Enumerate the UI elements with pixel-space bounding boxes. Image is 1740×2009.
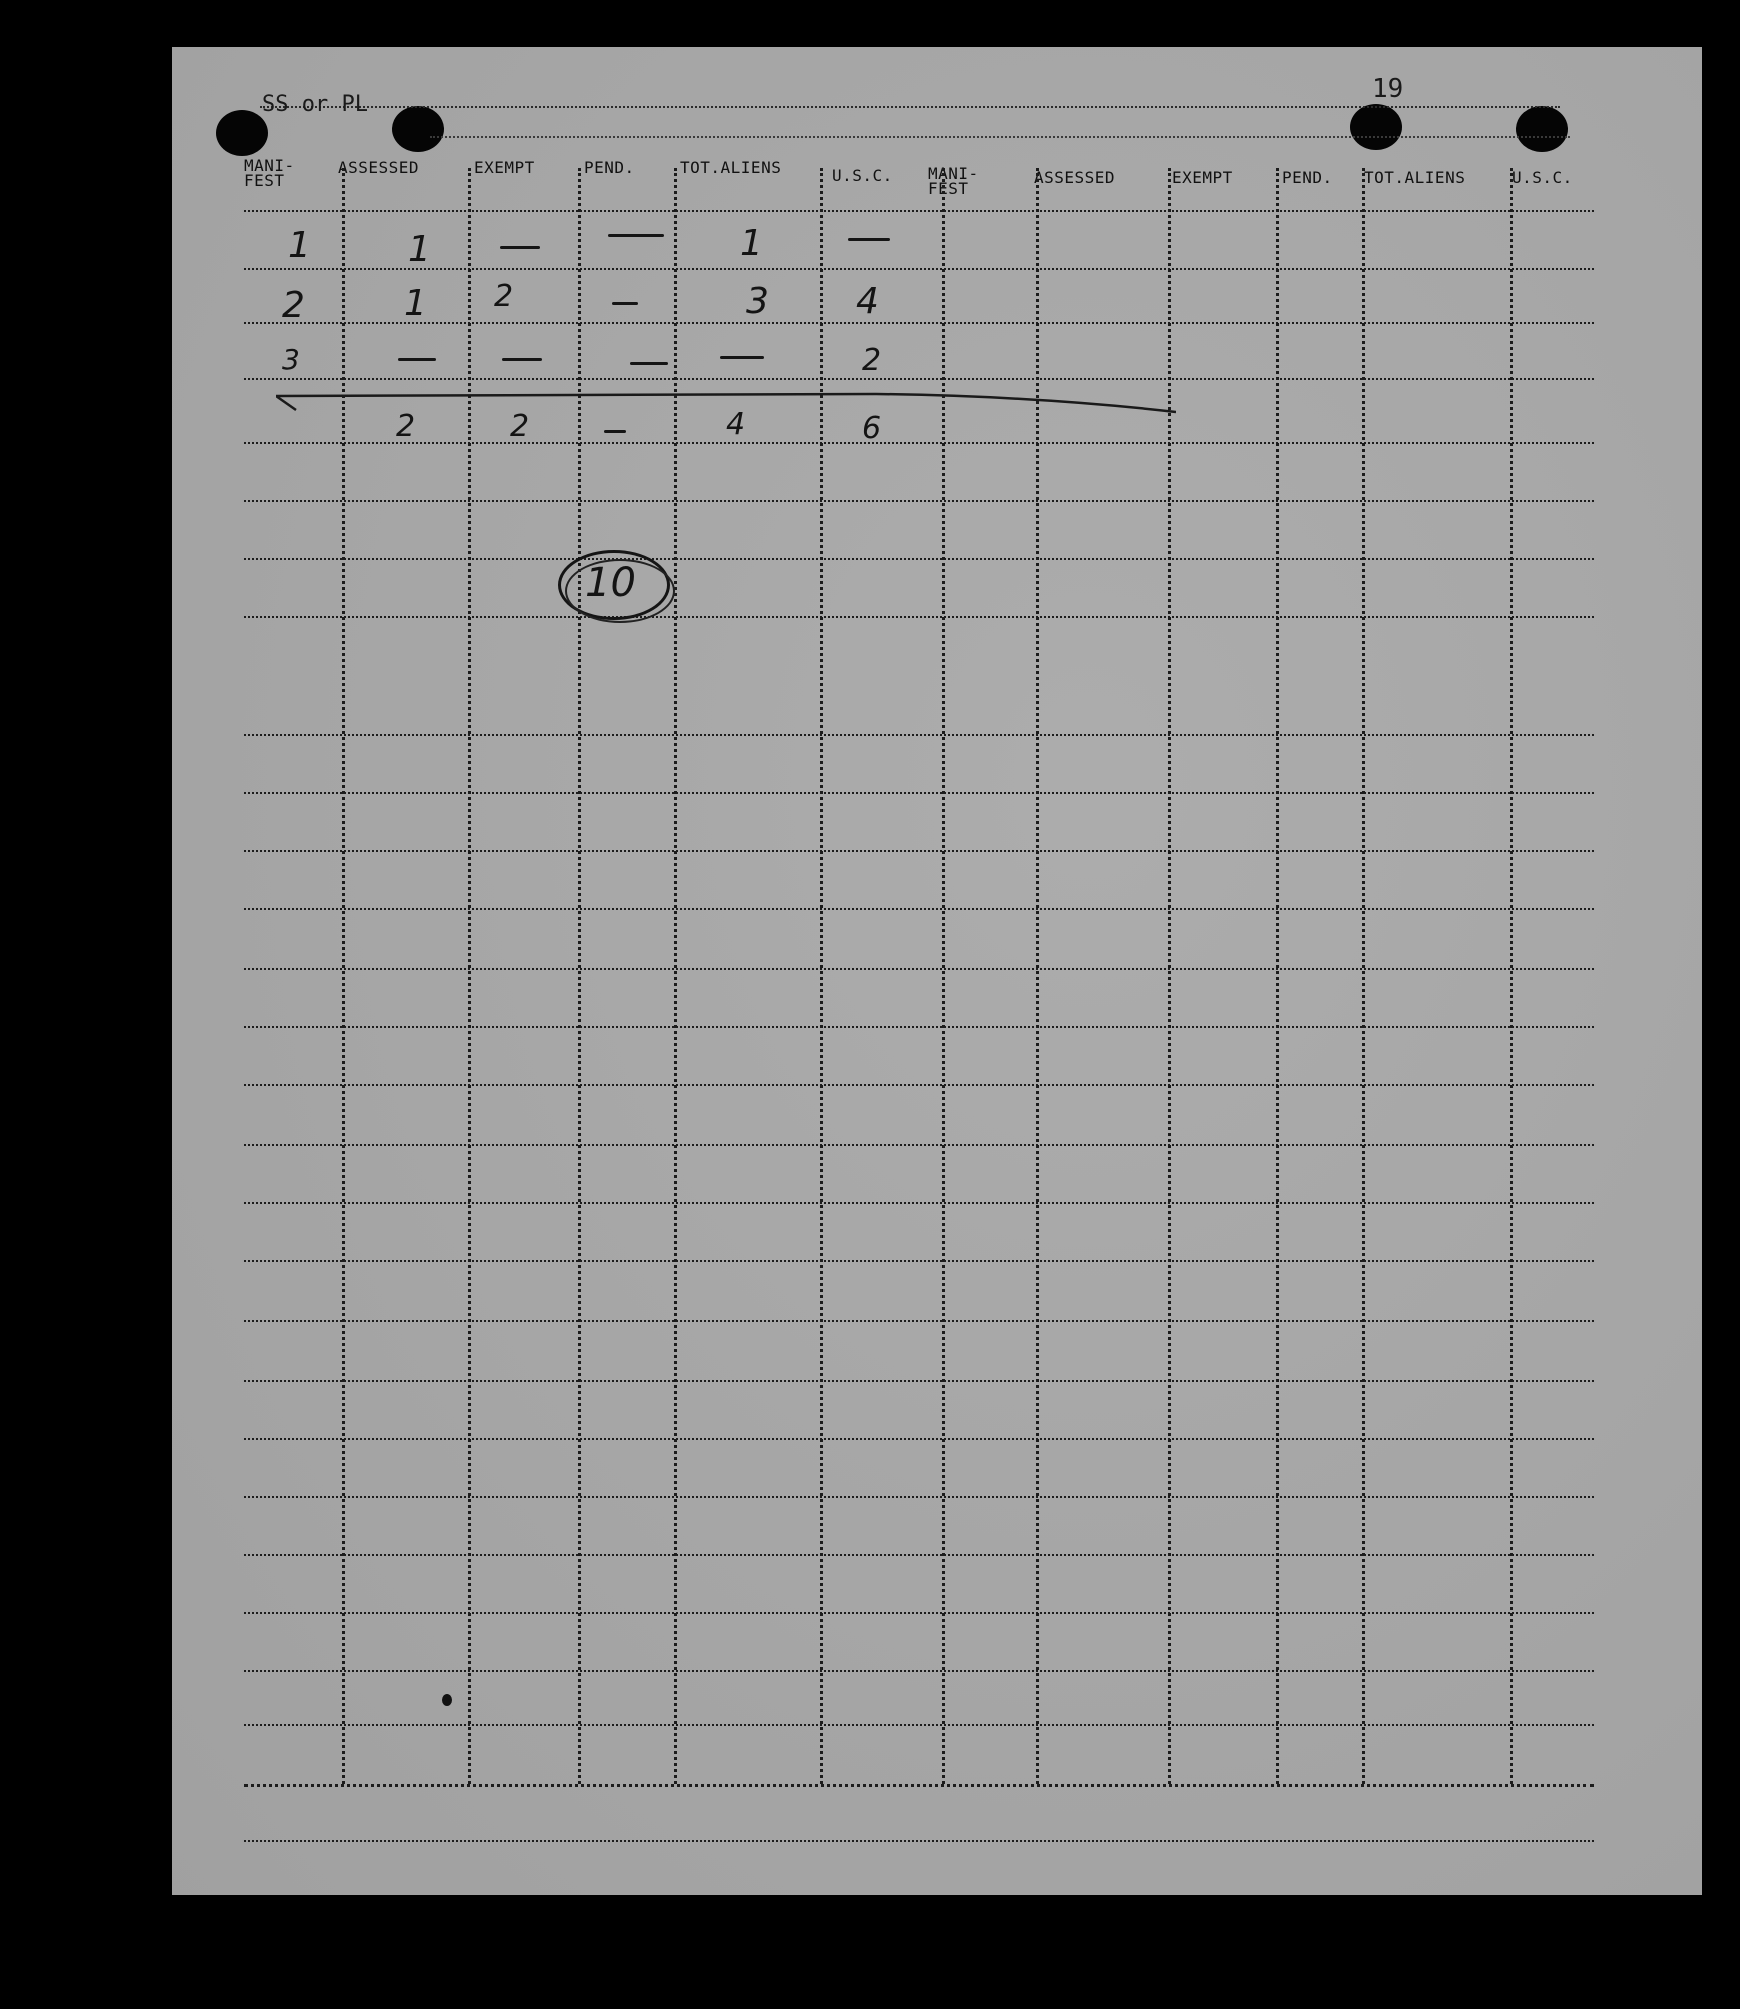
grid-row-rule <box>244 792 1594 794</box>
header-manifest-line1: MANI- <box>244 156 295 175</box>
header-assessed: ASSESSED <box>338 158 420 177</box>
header-manifest-right-line1: MANI- <box>928 164 979 183</box>
grid-row-rule <box>244 1840 1594 1842</box>
grid-row-rule <box>244 850 1594 852</box>
grid-column-rule <box>820 168 823 1784</box>
grid-row-rule <box>244 1202 1594 1204</box>
grid-column-rule <box>1510 168 1513 1784</box>
grid-row-rule <box>244 1554 1594 1556</box>
row1-pend <box>608 234 664 237</box>
total-exempt: 2 <box>510 409 530 444</box>
row2-tot-aliens: 3 <box>746 281 769 322</box>
grid-row-rule <box>244 616 1594 618</box>
grid-column-rule <box>942 168 945 1784</box>
total-tot-aliens: 4 <box>726 407 746 442</box>
row3-tot-aliens <box>720 356 764 359</box>
grid-row-rule <box>244 558 1594 560</box>
row2-usc: 4 <box>856 281 879 322</box>
header-usc-right: U.S.C. <box>1512 168 1573 187</box>
total-pend <box>604 430 626 433</box>
header-rule <box>430 136 1570 138</box>
grid-row-rule <box>244 1084 1594 1086</box>
grid-row-rule <box>244 1496 1594 1498</box>
total-usc: 6 <box>862 411 882 446</box>
form-sheet <box>172 47 1702 1895</box>
row3-manifest: 3 <box>282 343 300 376</box>
header-rule <box>260 106 1560 108</box>
page-number: 19 <box>1372 74 1404 104</box>
row2-pend <box>612 302 638 305</box>
row1-usc <box>848 238 890 241</box>
row3-pend <box>630 362 668 365</box>
grid-row-rule <box>244 1612 1594 1614</box>
row1-tot-aliens: 1 <box>740 223 763 264</box>
grid-row-rule <box>244 1144 1594 1146</box>
grid-row-rule <box>244 442 1594 444</box>
row2-exempt: 2 <box>494 279 514 314</box>
grid-column-rule <box>674 168 677 1784</box>
grid-row-rule <box>244 1260 1594 1262</box>
row2-manifest: 2 <box>282 285 305 326</box>
header-exempt-right: EXEMPT <box>1172 168 1233 187</box>
header-manifest-line2: FEST <box>244 171 285 190</box>
grid-column-rule <box>468 168 471 1784</box>
grand-total: 10 <box>585 560 636 606</box>
ss-or-pl-label: SS or PL <box>262 92 368 117</box>
grid-row-rule <box>244 1380 1594 1382</box>
punch-hole <box>216 110 268 156</box>
header-tot-aliens: TOT.ALIENS <box>680 158 782 177</box>
row1-manifest: 1 <box>288 225 311 266</box>
grid-row-rule <box>244 1670 1594 1672</box>
grid-row-rule <box>244 500 1594 502</box>
header-assessed-right: ASSESSED <box>1034 168 1116 187</box>
grid-row-rule <box>244 1784 1594 1787</box>
row1-exempt <box>500 246 540 249</box>
header-manifest-right <box>928 166 979 196</box>
grid-column-rule <box>1036 168 1039 1784</box>
punch-hole <box>392 106 444 152</box>
header-pend: PEND. <box>584 158 635 177</box>
row3-exempt <box>502 358 542 361</box>
header-manifest-right-line2: FEST <box>928 179 969 198</box>
grid-row-rule <box>244 734 1594 736</box>
total-assessed: 2 <box>396 409 416 444</box>
grid-column-rule <box>342 168 345 1784</box>
grid-row-rule <box>244 1438 1594 1440</box>
header-manifest <box>244 158 295 188</box>
grid-row-rule <box>244 908 1594 910</box>
row3-assessed <box>398 358 436 361</box>
punch-hole <box>1516 106 1568 152</box>
grid-column-rule <box>1168 168 1171 1784</box>
grid-row-rule <box>244 378 1594 380</box>
header-tot-aliens-right: TOT.ALIENS <box>1364 168 1466 187</box>
header-exempt: EXEMPT <box>474 158 535 177</box>
grid-row-rule <box>244 268 1594 270</box>
ink-speck <box>442 1694 452 1706</box>
grid-row-rule <box>244 968 1594 970</box>
grid-row-rule <box>244 322 1594 324</box>
grid-column-rule <box>1276 168 1279 1784</box>
grid-row-rule <box>244 1320 1594 1322</box>
grid-row-rule <box>244 1026 1594 1028</box>
grid-column-rule <box>578 168 581 1784</box>
row1-assessed: 1 <box>408 229 431 270</box>
punch-hole <box>1350 104 1402 150</box>
grid-row-rule <box>244 210 1594 212</box>
header-usc: U.S.C. <box>832 166 893 185</box>
row3-usc: 2 <box>862 343 882 378</box>
grid-column-rule <box>1362 168 1365 1784</box>
header-pend-right: PEND. <box>1282 168 1333 187</box>
grid-row-rule <box>244 1724 1594 1726</box>
row2-assessed: 1 <box>404 283 427 324</box>
